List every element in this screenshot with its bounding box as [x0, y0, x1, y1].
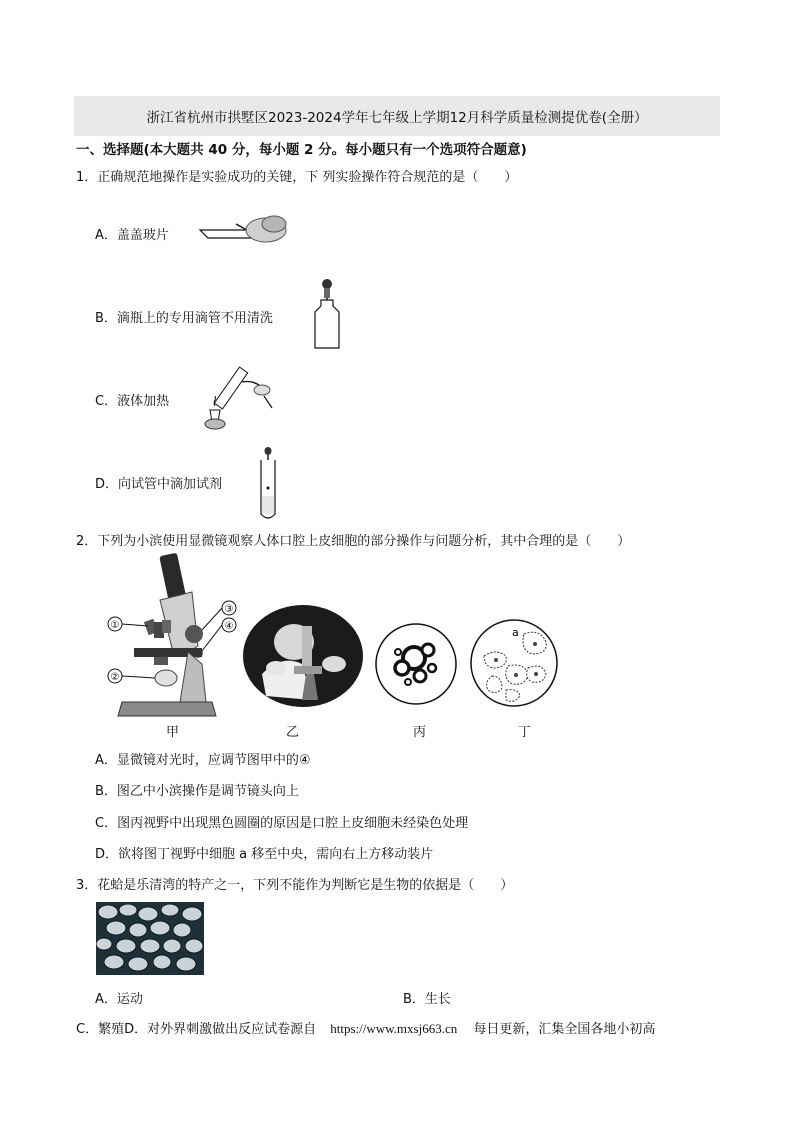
q1-option-a: A．盖盖玻片: [95, 228, 169, 243]
q1-option-b: B．滴瓶上的专用滴管不用清洗: [95, 311, 273, 326]
test-tube-dropper-figure: [256, 446, 280, 520]
cell-a-label: a: [512, 626, 519, 639]
source-trailer-text: 每日更新，汇集全国各地小初高: [473, 1022, 656, 1037]
figure-label-bing: 丙: [413, 725, 427, 740]
source-url-link[interactable]: https://www.mxsj663.cn: [330, 1021, 458, 1036]
q1-option-c: C．液体加热: [95, 394, 170, 409]
microscope-diagram-jia: [102, 552, 242, 720]
q3-option-b: B．生长: [403, 992, 451, 1007]
q3-option-cd: C．繁殖D．对外界刺激做出反应试卷源自: [76, 1022, 317, 1037]
microscope-view-bing: [374, 622, 458, 706]
clam-photo: [96, 902, 204, 975]
cover-slip-figure: [196, 210, 292, 252]
callout-3: ③: [224, 604, 234, 615]
q3-options-cd-line: [76, 1018, 655, 1037]
q2-option-b: B．图乙中小滨操作是调节镜头向上: [95, 784, 299, 799]
q2-option-c: C．图丙视野中出现黑色圆圈的原因是口腔上皮细胞未经染色处理: [95, 816, 469, 831]
q2-option-a: A．显微镜对光时，应调节图甲中的④: [95, 753, 311, 768]
document-title: 浙江省杭州市拱墅区2023-2024学年七年级上学期12月科学质量检测提优卷(全册）: [146, 110, 648, 126]
liquid-heating-figure: [196, 362, 276, 434]
figure-label-yi: 乙: [286, 725, 300, 740]
q2-option-d: D．欲将图丁视野中细胞 a 移至中央，需向右上方移动装片: [95, 847, 434, 862]
figure-label-jia: 甲: [166, 725, 180, 740]
document-title-banner: [74, 96, 720, 136]
callout-2: ②: [110, 672, 120, 683]
figure-label-ding: 丁: [518, 725, 532, 740]
microscope-view-ding: [466, 618, 562, 708]
q3-option-a: A．运动: [95, 992, 143, 1007]
callout-4: ④: [224, 621, 234, 632]
q1-option-d: D．向试管中滴加试剂: [95, 477, 223, 492]
callout-1: ①: [110, 620, 120, 631]
section-heading: 一、选择题(本大题共 40 分，每小题 2 分。每小题只有一个选项符合题意): [76, 142, 527, 158]
question-2-stem: 2．下列为小滨使用显微镜观察人体口腔上皮细胞的部分操作与问题分析，其中合理的是（ ）: [76, 534, 631, 549]
student-microscope-photo-yi: [242, 604, 364, 708]
dropper-bottle-figure: [312, 278, 342, 350]
question-3-stem: 3．花蛤是乐清湾的特产之一，下列不能作为判断它是生物的依据是（ ）: [76, 878, 514, 893]
question-1-stem: 1．正确规范地操作是实验成功的关键，下 列实验操作符合规范的是（ ）: [76, 170, 518, 185]
